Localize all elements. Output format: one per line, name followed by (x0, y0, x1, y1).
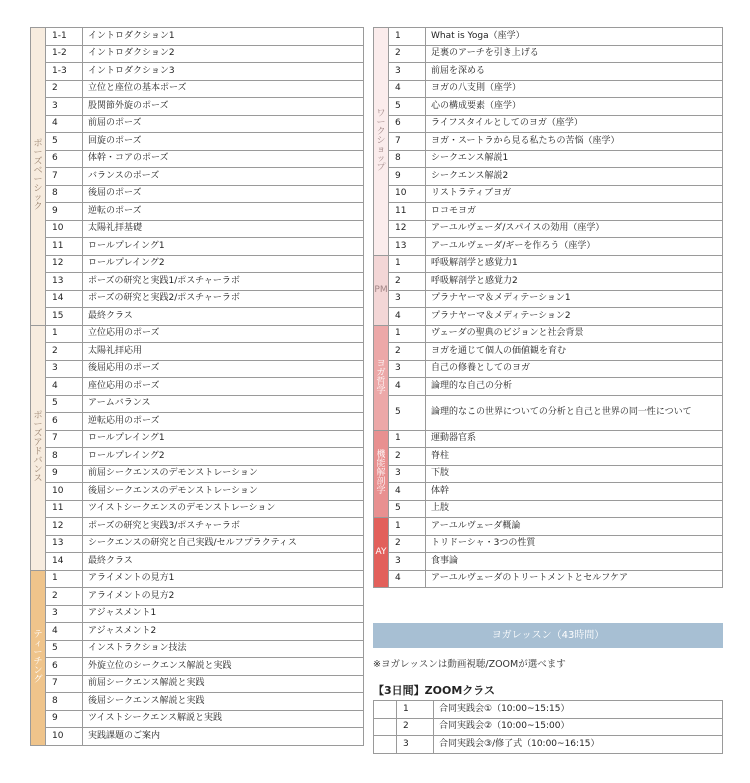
item-number: 6 (46, 413, 83, 431)
item-number: 10 (389, 185, 426, 203)
item-label: アーユルヴェーダ/スパイスの効用（座学） (426, 220, 723, 238)
item-label: ポーズの研究と実践3/ポスチャーラボ (83, 518, 364, 536)
item-number: 2 (389, 45, 426, 63)
item-number: 4 (389, 483, 426, 501)
item-number: 3 (389, 63, 426, 81)
item-label: ポーズの研究と実践1/ポスチャーラボ (83, 273, 364, 291)
item-label: 股関節外旋のポーズ (83, 98, 364, 116)
item-label: 逆転応用のポーズ (83, 413, 364, 431)
item-label: 自己の修養としてのヨガ (426, 360, 723, 378)
item-label: アーユルヴェーダ/ギーを作ろう（座学） (426, 238, 723, 256)
table-row (31, 203, 364, 221)
table-row (31, 273, 364, 291)
item-number: 11 (389, 203, 426, 221)
item-number: 2 (46, 588, 83, 606)
item-label: アーユルヴェーダ概論 (426, 518, 723, 536)
table-row (31, 693, 364, 711)
item-number: 7 (389, 133, 426, 151)
table-row (374, 465, 723, 483)
item-label: ツイストシークエンス解説と実践 (83, 710, 364, 728)
right-curriculum (373, 27, 723, 588)
category-cell (374, 28, 389, 256)
table-row (374, 448, 723, 466)
table-row (374, 500, 723, 518)
table-row (374, 168, 723, 186)
item-label: シークエンス解説2 (426, 168, 723, 186)
item-number: 5 (46, 133, 83, 151)
table-row (374, 185, 723, 203)
table-row (31, 553, 364, 571)
item-number: 8 (46, 693, 83, 711)
table-row (374, 553, 723, 571)
item-number: 9 (46, 465, 83, 483)
item-number: 4 (46, 115, 83, 133)
table-row (31, 360, 364, 378)
item-label: 後屈応用のポーズ (83, 360, 364, 378)
table-row (31, 98, 364, 116)
item-number: 9 (389, 168, 426, 186)
item-number: 1 (397, 701, 434, 719)
item-label: 呼吸解剖学と感覚力1 (426, 255, 723, 273)
item-label: ヴェーダの聖典のビジョンと社会背景 (426, 325, 723, 343)
category-cell (374, 325, 389, 430)
item-number: 1 (46, 325, 83, 343)
item-label: ヨガ・スートラから見る私たちの苦悩（座学） (426, 133, 723, 151)
item-number: 6 (46, 150, 83, 168)
table-row (31, 465, 364, 483)
zoom-class-title: 【3日間】ZOOMクラス (373, 684, 495, 697)
item-label: 最終クラス (83, 308, 364, 326)
category-cell (374, 255, 389, 325)
item-number: 3 (397, 736, 434, 754)
item-label: イントロダクション2 (83, 45, 364, 63)
item-label: アライメントの見方1 (83, 570, 364, 588)
table-row (31, 483, 364, 501)
table-row (374, 238, 723, 256)
table-row (374, 378, 723, 396)
item-number: 7 (46, 675, 83, 693)
item-number: 5 (46, 395, 83, 413)
item-label: 前屈シークエンス解説と実践 (83, 675, 364, 693)
table-row (374, 343, 723, 361)
table-row (374, 80, 723, 98)
category-cell (374, 430, 389, 518)
table-row (31, 448, 364, 466)
item-label: 体幹 (426, 483, 723, 501)
zoom-class-table (373, 700, 723, 754)
item-label: 前屈のポーズ (83, 115, 364, 133)
item-number: 5 (389, 395, 426, 430)
table-row (31, 500, 364, 518)
item-number: 4 (389, 378, 426, 396)
item-label: 立位応用のポーズ (83, 325, 364, 343)
item-number: 11 (46, 238, 83, 256)
right-curriculum-table (373, 27, 723, 588)
item-number: 5 (389, 98, 426, 116)
table-row (31, 80, 364, 98)
table-row (31, 430, 364, 448)
table-row (374, 535, 723, 553)
item-label: 論理的なこの世界についての分析と自己と世界の同一性について (426, 395, 723, 430)
item-label: トリドーシャ・3つの性質 (426, 535, 723, 553)
item-label: 呼吸解剖学と感覚力2 (426, 273, 723, 291)
item-label: 合同実践会③/修了式（10:00~16:15） (434, 736, 723, 754)
table-row (31, 658, 364, 676)
item-label: 太陽礼拝基礎 (83, 220, 364, 238)
table-row (374, 273, 723, 291)
item-number: 8 (389, 150, 426, 168)
item-label: ヨガの八支則（座学） (426, 80, 723, 98)
yoga-lesson-note: ※ヨガレッスンは動画視聴/ZOOMが選べます (373, 659, 566, 670)
table-row (31, 378, 364, 396)
item-number: 14 (46, 290, 83, 308)
table-row (374, 45, 723, 63)
item-number: 13 (46, 273, 83, 291)
table-row (374, 430, 723, 448)
category-label: 機能解剖学 (376, 450, 386, 497)
table-row (374, 150, 723, 168)
table-row (31, 238, 364, 256)
table-row (374, 701, 723, 719)
item-number: 14 (46, 553, 83, 571)
item-label: バランスのポーズ (83, 168, 364, 186)
item-label: 逆転のポーズ (83, 203, 364, 221)
table-row (374, 133, 723, 151)
item-number: 9 (46, 203, 83, 221)
item-number: 4 (389, 80, 426, 98)
blank-cell (374, 718, 397, 736)
item-number: 12 (389, 220, 426, 238)
table-row (31, 185, 364, 203)
table-row (31, 255, 364, 273)
blank-cell (374, 701, 397, 719)
table-row (31, 45, 364, 63)
table-row (374, 63, 723, 81)
item-label: 心の構成要素（座学） (426, 98, 723, 116)
item-number: 3 (46, 360, 83, 378)
category-label: PM (374, 284, 388, 295)
item-label: 前屈を深める (426, 63, 723, 81)
item-number: 2 (46, 80, 83, 98)
table-row (31, 28, 364, 46)
item-label: アーユルヴェーダのトリートメントとセルフケア (426, 570, 723, 588)
item-number: 4 (46, 623, 83, 641)
table-row (374, 570, 723, 588)
left-curriculum-table (30, 27, 364, 746)
category-label: ポーズアドバンス (33, 410, 43, 484)
item-label: 合同実践会②（10:00~15:00） (434, 718, 723, 736)
item-label: 脊柱 (426, 448, 723, 466)
item-number: 2 (389, 343, 426, 361)
table-row (374, 220, 723, 238)
zoom-class (373, 700, 723, 754)
item-number: 1 (389, 430, 426, 448)
item-number: 3 (46, 98, 83, 116)
item-label: アジャスメント2 (83, 623, 364, 641)
table-row (31, 220, 364, 238)
item-label: 体幹・コアのポーズ (83, 150, 364, 168)
item-number: 4 (389, 308, 426, 326)
table-row (374, 98, 723, 116)
item-label: 実践課題のご案内 (83, 728, 364, 746)
left-curriculum (30, 27, 364, 746)
table-row (374, 518, 723, 536)
table-row (31, 605, 364, 623)
category-label: ワークショップ (376, 108, 386, 173)
item-label: ロールプレイング1 (83, 430, 364, 448)
table-row (374, 325, 723, 343)
item-label: 足裏のアーチを引き上げる (426, 45, 723, 63)
item-number: 5 (389, 500, 426, 518)
item-label: イントロダクション1 (83, 28, 364, 46)
item-label: 最終クラス (83, 553, 364, 571)
table-row (31, 623, 364, 641)
item-number: 9 (46, 710, 83, 728)
item-label: ロールプレイング1 (83, 238, 364, 256)
category-cell (374, 518, 389, 588)
category-label: ヨガ哲学 (376, 358, 386, 396)
item-number: 6 (46, 658, 83, 676)
item-number: 8 (46, 185, 83, 203)
table-row (31, 710, 364, 728)
item-label: 回旋のポーズ (83, 133, 364, 151)
item-number: 2 (389, 535, 426, 553)
item-number: 1-2 (46, 45, 83, 63)
item-label: 合同実践会①（10:00~15:15） (434, 701, 723, 719)
item-number: 6 (389, 115, 426, 133)
table-row (374, 736, 723, 754)
item-label: アジャスメント1 (83, 605, 364, 623)
item-number: 2 (46, 343, 83, 361)
item-number: 1 (389, 325, 426, 343)
table-row (31, 588, 364, 606)
item-label: アライメントの見方2 (83, 588, 364, 606)
table-row (374, 28, 723, 46)
yoga-lesson-banner: ヨガレッスン（43時間） (373, 623, 723, 648)
item-number: 3 (389, 290, 426, 308)
table-row (31, 395, 364, 413)
table-row (374, 483, 723, 501)
item-number: 7 (46, 168, 83, 186)
item-number: 10 (46, 483, 83, 501)
item-label: 前屈シークエンスのデモンストレーション (83, 465, 364, 483)
item-number: 1 (389, 28, 426, 46)
category-label: ティーチング (33, 629, 43, 685)
item-number: 13 (46, 535, 83, 553)
category-label: AY (375, 547, 387, 557)
item-number: 2 (397, 718, 434, 736)
table-row (31, 308, 364, 326)
item-number: 1-3 (46, 63, 83, 81)
item-label: ライフスタイルとしてのヨガ（座学） (426, 115, 723, 133)
table-row (31, 133, 364, 151)
item-label: ロールプレイング2 (83, 448, 364, 466)
table-row (374, 308, 723, 326)
item-label: ポーズの研究と実践2/ポスチャーラボ (83, 290, 364, 308)
item-number: 12 (46, 518, 83, 536)
item-number: 12 (46, 255, 83, 273)
table-row (374, 203, 723, 221)
table-row (31, 413, 364, 431)
item-label: 立位と座位の基本ポーズ (83, 80, 364, 98)
item-label: アームバランス (83, 395, 364, 413)
item-label: ヨガを通じて個人の価値観を育む (426, 343, 723, 361)
item-label: 下肢 (426, 465, 723, 483)
item-number: 2 (389, 273, 426, 291)
item-label: 後屈シークエンスのデモンストレーション (83, 483, 364, 501)
item-label: シークエンス解説1 (426, 150, 723, 168)
table-row (374, 290, 723, 308)
item-number: 7 (46, 430, 83, 448)
item-label: 上肢 (426, 500, 723, 518)
table-row (31, 570, 364, 588)
item-label: 運動器官系 (426, 430, 723, 448)
item-number: 3 (46, 605, 83, 623)
item-number: 11 (46, 500, 83, 518)
table-row (31, 675, 364, 693)
table-row (31, 518, 364, 536)
item-number: 4 (46, 378, 83, 396)
item-label: ロコモヨガ (426, 203, 723, 221)
table-row (31, 150, 364, 168)
category-label: ポーズベーシック (33, 139, 43, 213)
table-row (31, 535, 364, 553)
table-row (374, 718, 723, 736)
item-label: 外旋立位のシークエンス解説と実践 (83, 658, 364, 676)
item-label: インストラクション技法 (83, 640, 364, 658)
category-cell (31, 570, 46, 745)
item-number: 13 (389, 238, 426, 256)
item-number: 3 (389, 360, 426, 378)
table-row (31, 728, 364, 746)
item-label: 太陽礼拝応用 (83, 343, 364, 361)
item-label: ツイストシークエンスのデモンストレーション (83, 500, 364, 518)
item-number: 1 (46, 570, 83, 588)
item-label: 後屈のポーズ (83, 185, 364, 203)
category-cell (31, 28, 46, 326)
item-number: 10 (46, 728, 83, 746)
item-number: 5 (46, 640, 83, 658)
item-number: 3 (389, 465, 426, 483)
table-row (31, 640, 364, 658)
table-row (31, 115, 364, 133)
item-label: 論理的な自己の分析 (426, 378, 723, 396)
item-label: 後屈シークエンス解説と実践 (83, 693, 364, 711)
item-label: プラナヤーマ＆メディテーション1 (426, 290, 723, 308)
category-cell (31, 325, 46, 570)
item-label: イントロダクション3 (83, 63, 364, 81)
table-row (374, 360, 723, 378)
item-label: ロールプレイング2 (83, 255, 364, 273)
table-row (31, 168, 364, 186)
item-label: What is Yoga（座学） (426, 28, 723, 46)
item-label: 座位応用のポーズ (83, 378, 364, 396)
item-number: 2 (389, 448, 426, 466)
item-number: 1 (389, 518, 426, 536)
table-row (31, 63, 364, 81)
table-row (374, 255, 723, 273)
blank-cell (374, 736, 397, 754)
item-number: 4 (389, 570, 426, 588)
table-row (31, 290, 364, 308)
item-label: シークエンスの研究と自己実践/セルフプラクティス (83, 535, 364, 553)
item-label: プラナヤーマ＆メディテーション2 (426, 308, 723, 326)
item-number: 10 (46, 220, 83, 238)
item-number: 8 (46, 448, 83, 466)
table-row (374, 395, 723, 430)
table-row (31, 343, 364, 361)
table-row (374, 115, 723, 133)
item-number: 15 (46, 308, 83, 326)
table-row (31, 325, 364, 343)
item-label: 食事論 (426, 553, 723, 571)
item-number: 3 (389, 553, 426, 571)
item-number: 1-1 (46, 28, 83, 46)
item-number: 1 (389, 255, 426, 273)
item-label: リストラティブヨガ (426, 185, 723, 203)
